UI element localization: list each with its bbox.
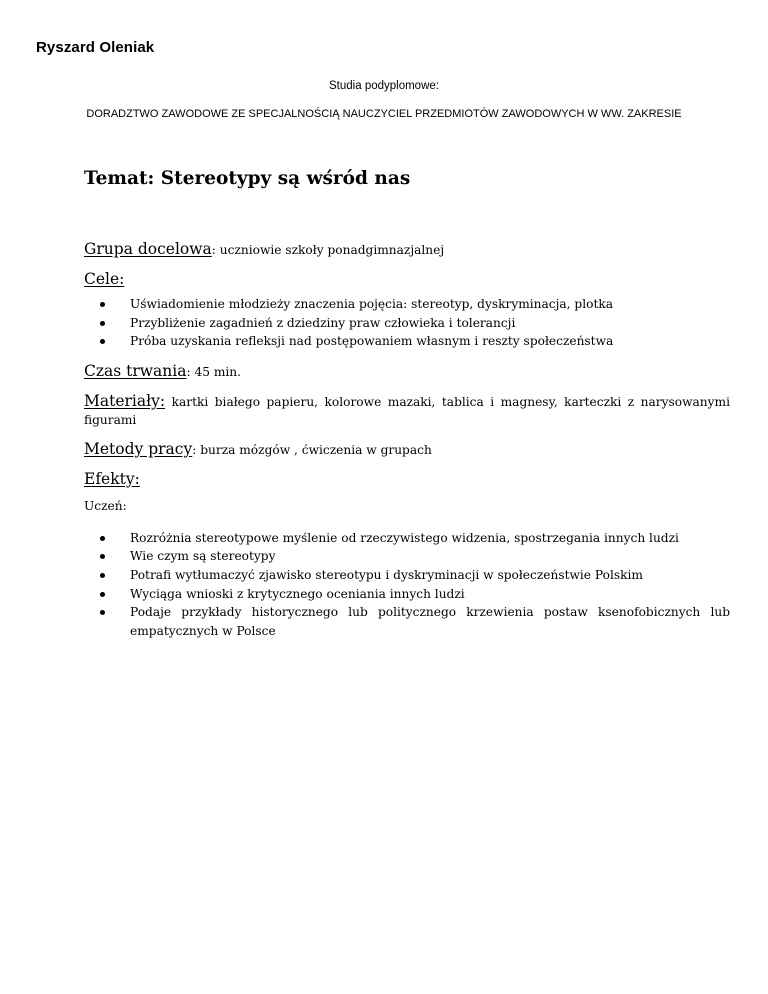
effects-list (84, 529, 730, 641)
program-name: DORADZTWO ZAWODOWE ZE SPECJALNOŚCIĄ NAUCZYCIEL PRZEDMIOTÓW ZAWODOWYCH W WW. ZAKRESIE (86, 108, 682, 120)
materials-label: Materiały: (84, 391, 166, 410)
methods-section (84, 440, 730, 459)
materials-value: kartki białego papieru, kolorowe mazaki, tablica i magnesy, karteczki z narysowanymi figurami (84, 394, 730, 427)
bullet-icon (100, 592, 105, 597)
goals-section (84, 270, 730, 351)
target-group-value: : uczniowie szkoły ponadgimnazjalnej (211, 243, 445, 257)
subtitle: Studia podyplomowe: (329, 80, 439, 92)
methods-label: Metody pracy (84, 439, 193, 458)
list-item-text: Uświadomienie młodzieży znaczenia pojęcia: stereotyp, dyskryminacja, plotka (130, 297, 613, 311)
document-body (84, 240, 730, 651)
list-item-text: Wyciąga wnioski z krytycznego oceniania innych ludzi (130, 586, 465, 601)
materials-section (84, 392, 730, 429)
list-item (84, 295, 730, 314)
goals-label: Cele: (84, 270, 125, 288)
list-item-text: Wie czym są stereotypy (130, 549, 276, 564)
target-group-section (84, 240, 730, 259)
bullet-icon (100, 536, 105, 541)
bullet-icon (100, 554, 105, 559)
list-item-text: Potrafi wytłumaczyć zjawisko stereotypu i dyskryminacji w społeczeństwie Polskim (130, 567, 643, 582)
bullet-icon (100, 302, 105, 307)
student-label: Uczeń: (84, 498, 127, 513)
effects-label: Efekty: (84, 469, 140, 488)
lesson-title: Temat: Stereotypy są wśród nas (84, 168, 411, 189)
list-item (84, 529, 730, 548)
duration-label: Czas trwania (84, 361, 187, 380)
bullet-icon (100, 321, 105, 326)
target-group-label: Grupa docelowa (84, 240, 212, 258)
list-item (84, 585, 730, 604)
list-item (84, 314, 730, 333)
duration-value: : 45 min. (186, 364, 242, 379)
duration-section (84, 362, 730, 381)
list-item (84, 603, 730, 640)
bullet-icon (100, 573, 105, 578)
list-item (84, 332, 730, 351)
goals-list (84, 295, 730, 351)
author-name: Ryszard Oleniak (36, 39, 155, 56)
methods-value: : burza mózgów , ćwiczenia w grupach (192, 442, 432, 457)
effects-section (84, 470, 730, 641)
list-item-text: Przybliżenie zagadnień z dziedziny praw człowieka i tolerancji (130, 315, 516, 330)
list-item-text: Próba uzyskania refleksji nad postępowaniem własnym i reszty społeczeństwa (130, 334, 614, 349)
list-item-text: Rozróżnia stereotypowe myślenie od rzeczywistego widzenia, spostrzegania innych ludzi (130, 530, 679, 545)
list-item (84, 566, 730, 585)
list-item-text: Podaje przykłady historycznego lub politycznego krzewienia postaw ksenofobicznych lub empatycznych w Polsce (130, 605, 730, 638)
bullet-icon (100, 339, 105, 344)
list-item (84, 547, 730, 566)
bullet-icon (100, 610, 105, 615)
